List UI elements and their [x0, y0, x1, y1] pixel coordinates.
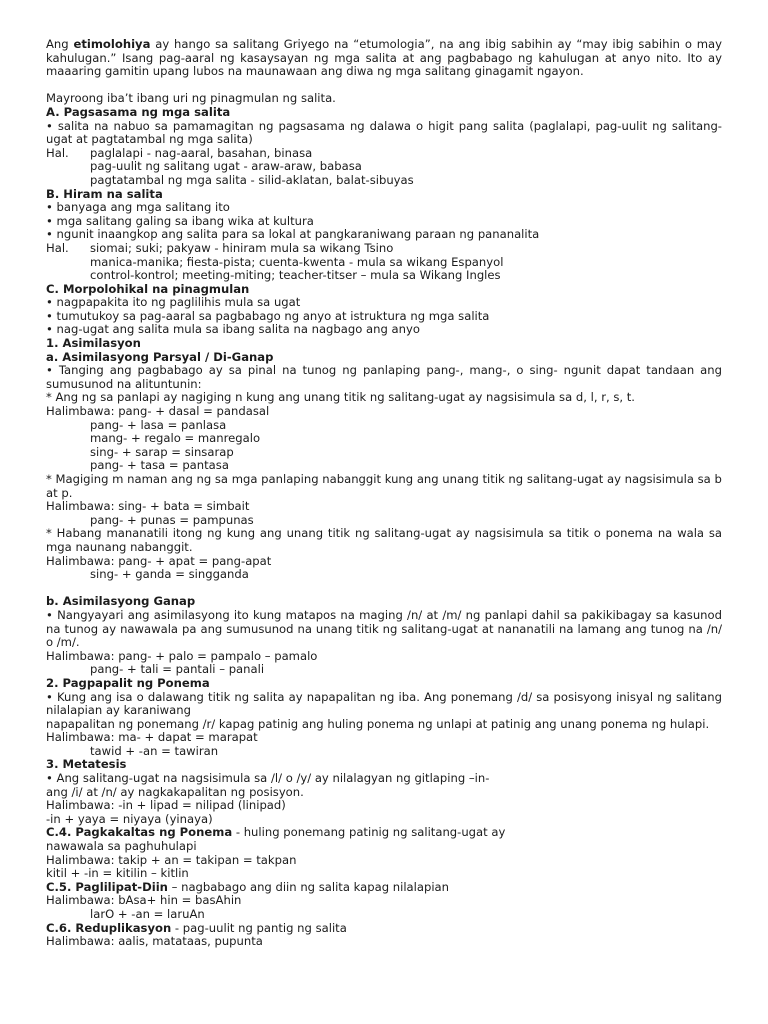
hal-label: Hal.	[46, 240, 69, 255]
hal-label: Hal.	[46, 145, 69, 160]
bullet-item: • tumutukoy sa pag-aaral sa pagbabago ng anyo at istruktura ng mga salita	[46, 308, 490, 323]
bullet-item: • Kung ang isa o dalawang titik ng salita ay napapalitan ng iba. Ang ponemang /d/ sa posisyong inisyal ng salitang nilalapian ay karaniwang	[46, 689, 722, 718]
etimolohiya-term: etimolohiya	[73, 37, 151, 51]
example-text: Halimbawa: sing- + bata = simbait	[46, 499, 250, 514]
section-a-example-row	[46, 147, 722, 161]
example-text: Halimbawa: pang- + palo = pampalo – pamalo	[46, 648, 318, 663]
body-text: nawawala sa paghuhulapi	[46, 839, 197, 854]
example-text: kitil + -in = kitilin – kitlin	[46, 866, 189, 881]
example-text: Halimbawa: pang- + dasal = pandasal	[46, 404, 270, 419]
example-text: -in + yaya = niyaya (yinaya)	[46, 811, 213, 826]
body-text: napapalitan ng ponemang /r/ kapag patinig ang huling ponema ng unlapi at patinig ang unang ponema ng hulapi.	[46, 716, 710, 731]
example-text: Halimbawa: ma- + dapat = marapat	[46, 730, 258, 745]
example-text: Halimbawa: -in + lipad = nilipad (linipad)	[46, 798, 286, 813]
section-b-heading: B. Hiram na salita	[46, 186, 163, 201]
example-text: pang- + tali = pantali – panali	[90, 662, 265, 677]
example-text: Halimbawa: takip + an = takipan = takpan	[46, 852, 297, 867]
c6-heading: C.6. Reduplikasyon	[46, 920, 172, 935]
bullet-item: • Tanging ang pagbabago ay sa pinal na tunog ng panlaping pang-, mang-, o sing- ngunit dapat tandaan ang sumusunod na alituntunin:	[46, 363, 722, 391]
bullet-item: • ngunit inaangkop ang salita para sa lokal at pangkaraniwang paraan ng pananalita	[46, 227, 540, 242]
c6-line	[46, 922, 722, 936]
document-page	[46, 38, 722, 949]
example-text: Halimbawa: bAsa+ hin = basAhin	[46, 893, 242, 908]
example-text: pag-uulit ng salitang ugat - araw-araw, babasa	[90, 159, 362, 174]
rule-text: * Magiging m naman ang ng sa mga panlaping nabanggit kung ang unang titik ng salitang-ugat ay nagsisimula sa b at p.	[46, 472, 722, 500]
c6-description: - pag-uulit ng pantig ng salita	[171, 920, 347, 935]
bullet-item: • Nangyayari ang asimilasyong ito kung matapos na maging /n/ at /m/ ng panlapi dahil sa pakikibagay sa kasunod na tunog ay nawawala pa ang sumusunod na unang titik ng salitang-ugat at nananatili na lamang ang tunog na /n/ o /m/.	[46, 607, 722, 650]
metatesis-heading: 3. Metatesis	[46, 757, 127, 772]
intro-paragraph	[46, 38, 722, 79]
example-text: control-kontrol; meeting-miting; teacher-titser – mula sa Wikang Ingles	[90, 268, 501, 283]
section-b-example-row	[46, 242, 722, 256]
example-text: mang- + regalo = manregalo	[90, 431, 261, 446]
c5-heading: C.5. Paglilipat-Diin	[46, 879, 168, 894]
c4-heading: C.4. Pagkakaltas ng Ponema	[46, 825, 233, 840]
example-text: siomai; suki; pakyaw - hiniram mula sa wikang Tsino	[90, 240, 394, 255]
rule-text: * Habang mananatili itong ng kung ang unang titik ng salitang-ugat ay nagsisimula sa titik o ponema na wala sa mga naunang nabanggit.	[46, 526, 722, 554]
c5-line	[46, 881, 722, 895]
bullet-item: • Ang salitang-ugat na nagsisimula sa /l/ o /y/ ay nilalagyan ng gitlaping –in-	[46, 771, 490, 786]
parsyal-subheading: a. Asimilasyong Parsyal / Di-Ganap	[46, 349, 274, 364]
example-text: pagtatambal ng mga salita - silid-aklatan, balat-sibuyas	[90, 172, 414, 187]
example-text: manica-manika; fiesta-pista; cuenta-kwenta - mula sa wikang Espanyol	[90, 254, 504, 269]
section-a-heading: A. Pagsasama ng mga salita	[46, 104, 231, 119]
bullet-item: • nag-ugat ang salita mula sa ibang salita na nagbago ang anyo	[46, 322, 420, 337]
example-text: Halimbawa: aalis, matataas, pupunta	[46, 934, 263, 949]
rule-text: * Ang ng sa panlapi ay nagiging n kung ang unang titik ng salitang-ugat ay nagsisimula sa d, l, r, s, t.	[46, 390, 635, 405]
bullet-item: • nagpapakita ito ng paglilihis mula sa ugat	[46, 295, 301, 310]
spacer	[46, 582, 722, 596]
c5-description: – nagbabago ang diin ng salita kapag nilalapian	[167, 879, 450, 894]
c4-line	[46, 826, 722, 840]
c4-description: - huling ponemang patinig ng salitang-ugat ay	[232, 825, 506, 840]
example-text: pang- + tasa = pantasa	[90, 458, 229, 473]
section-a-bullet: • salita na nabuo sa pamamagitan ng pagsasama ng dalawa o higit pang salita (paglalapi, pag-uulit ng salitang-ugat at pagtatambal ng mga salita)	[46, 118, 722, 147]
ganap-subheading: b. Asimilasyong Ganap	[46, 594, 196, 609]
asimilasyon-heading: 1. Asimilasyon	[46, 336, 141, 351]
example-text: paglalapi - nag-aaral, basahan, binasa	[90, 145, 313, 160]
intro-text: ay hango sa salitang Griyego na “etumologia”, na ang ibig sabihin ay “may ibig sabihin o may kahulugan.” Isang pag-aaral ng kasaysayan ng mga salita at ang pagbabago ng kahulugan at anyo nito. Ito ay maaaring gamitin upang lubos na maunawaan ang diwa ng mga salitang ginagamit ngayon.	[46, 37, 722, 79]
body-text: ang /i/ at /n/ ay nagkakapalitan ng posisyon.	[46, 784, 304, 799]
section-c-heading: C. Morpolohikal na pinagmulan	[46, 281, 250, 296]
spacer	[46, 79, 722, 93]
example-text: tawid + -an = tawiran	[90, 743, 219, 758]
example-text: sing- + sarap = sinsarap	[90, 444, 234, 459]
example-text: larO + -an = laruAn	[90, 907, 205, 921]
example-text: sing- + ganda = singganda	[90, 567, 249, 582]
example-text: Halimbawa: pang- + apat = pang-apat	[46, 553, 272, 568]
example-text: pang- + punas = pampunas	[90, 512, 254, 527]
intro-word: Ang	[46, 37, 69, 51]
pagpapalit-heading: 2. Pagpapalit ng Ponema	[46, 675, 210, 690]
intro-line: Mayroong iba’t ibang uri ng pinagmulan ng salita.	[46, 91, 336, 106]
example-text: pang- + lasa = panlasa	[90, 417, 227, 432]
bullet-item: • banyaga ang mga salitang ito	[46, 200, 230, 215]
bullet-item: • mga salitang galing sa ibang wika at kultura	[46, 213, 314, 228]
